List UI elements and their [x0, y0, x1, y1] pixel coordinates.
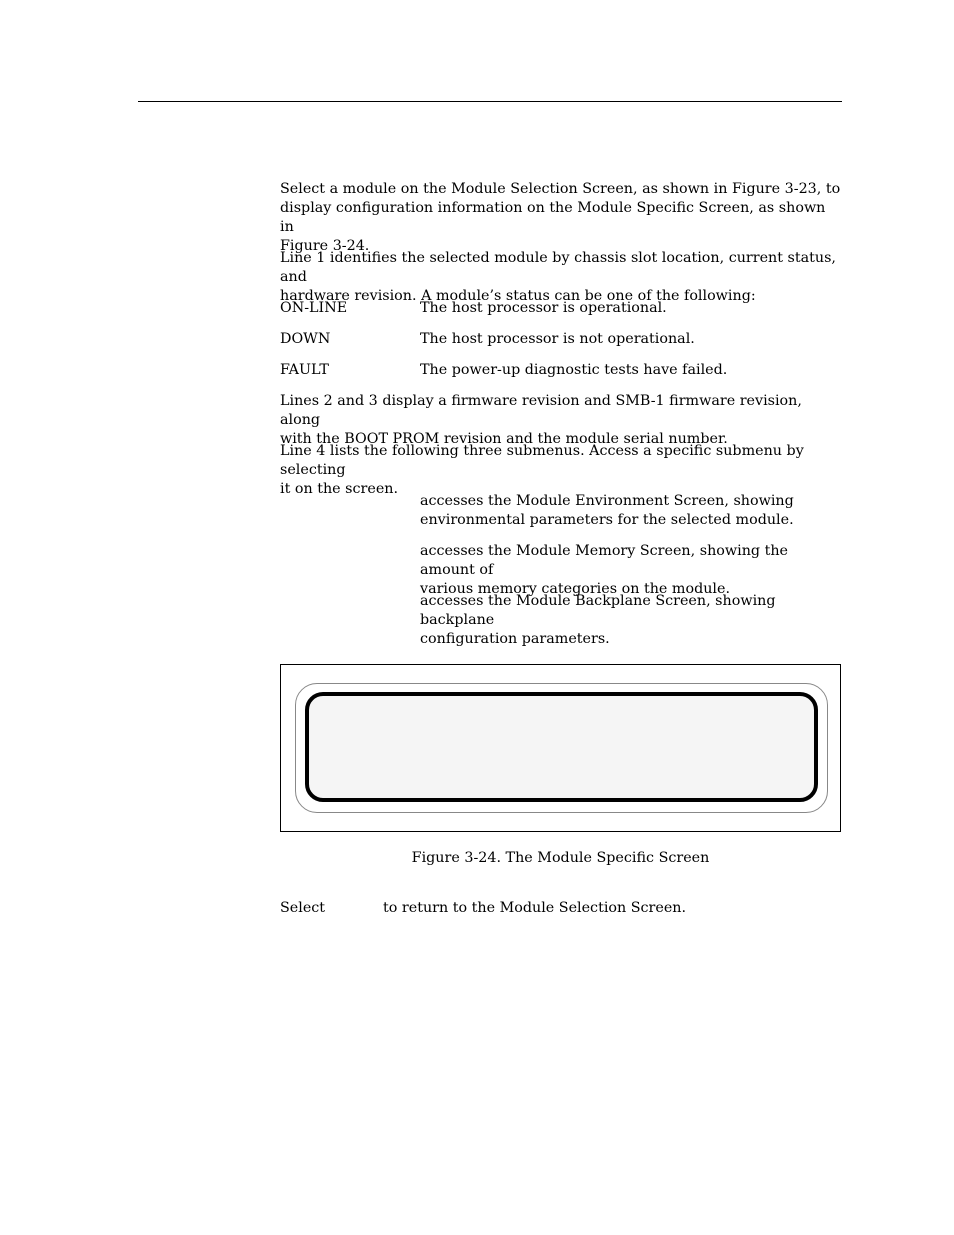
figure-caption: Figure 3-24. The Module Specific Screen [411, 850, 710, 866]
submenu-memory-desc [420, 542, 842, 599]
status-label-fault: FAULT [280, 362, 329, 378]
status-desc-fault: The power-up diagnostic tests have failed. [420, 362, 728, 378]
submenu-environment-line-1: accesses the Module Environment Screen, showing [420, 493, 794, 509]
intro-line-3: Figure 3-24. [280, 238, 370, 254]
lines23-paragraph-line-2: with the BOOT PROM revision and the module serial number. [280, 431, 728, 447]
status-label-down: DOWN [280, 331, 331, 347]
status-desc-online: The host processor is operational. [420, 300, 667, 316]
lcd-bezel [295, 683, 828, 813]
submenu-memory-line-1: accesses the Module Memory Screen, showing the amount of [420, 543, 789, 578]
line4-paragraph-line-2: it on the screen. [280, 481, 399, 497]
return-select-word: Select [280, 900, 326, 916]
submenu-backplane-line-2: configuration parameters. [420, 631, 610, 647]
lcd-display-screen [305, 692, 818, 802]
line4-paragraph-line-1: Line 4 lists the following three submenus. Access a specific submenu by selecting [280, 443, 804, 478]
status-desc-down: The host processor is not operational. [420, 331, 695, 347]
submenu-environment-desc [420, 492, 842, 530]
return-instruction-text: to return to the Module Selection Screen. [383, 900, 687, 916]
line1-paragraph-line-1: Line 1 identifies the selected module by chassis slot location, current status, and [280, 250, 836, 285]
header-rule [138, 101, 842, 102]
status-label-online: ON-LINE [280, 300, 348, 316]
submenu-memory-line-2: various memory categories on the module. [420, 581, 731, 597]
lines23-paragraph [280, 392, 842, 449]
figure-frame [280, 664, 841, 832]
lines23-paragraph-line-1: Lines 2 and 3 display a firmware revision and SMB-1 firmware revision, along [280, 393, 802, 428]
line1-paragraph [280, 249, 842, 306]
intro-paragraph [280, 180, 842, 256]
submenu-backplane-desc [420, 592, 842, 649]
submenu-environment-line-2: environmental parameters for the selected module. [420, 512, 794, 528]
intro-line-2: display configuration information on the Module Specific Screen, as shown in [280, 200, 826, 235]
intro-line-1: Select a module on the Module Selection Screen, as shown in Figure 3-23, to [280, 181, 841, 197]
line1-paragraph-line-2: hardware revision. A module’s status can be one of the following: [280, 288, 756, 304]
line4-paragraph [280, 442, 842, 499]
submenu-backplane-line-1: accesses the Module Backplane Screen, showing backplane [420, 593, 776, 628]
